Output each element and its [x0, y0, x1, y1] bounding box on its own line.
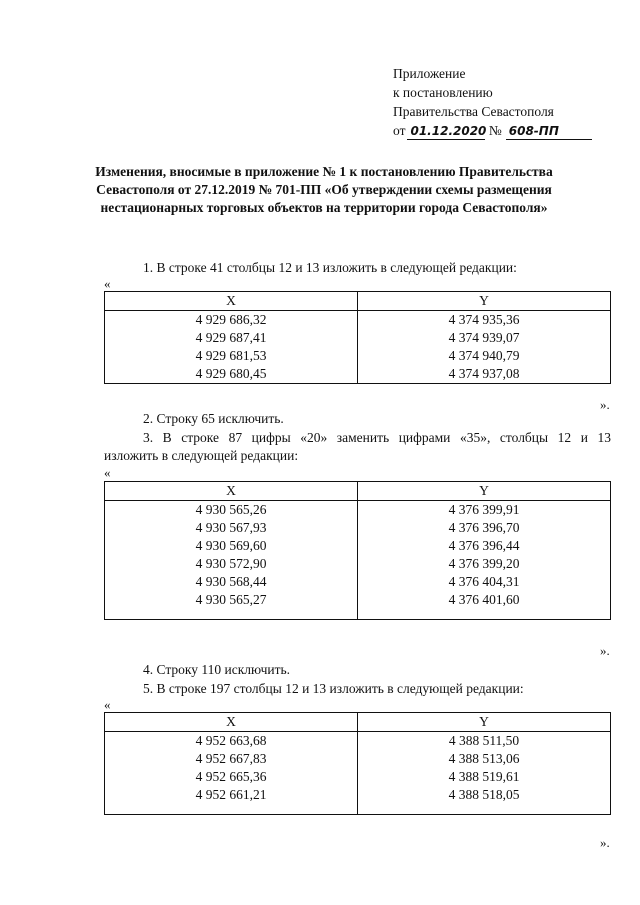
from-label: от: [393, 123, 406, 138]
cell-x: 4 930 565,27: [105, 591, 358, 609]
cell-x: 4 952 663,68: [105, 732, 358, 751]
cell-x: 4 930 567,93: [105, 519, 358, 537]
cell-y: 4 388 518,05: [358, 786, 611, 804]
document-title: Изменения, вносимые в приложение № 1 к постановлению Правительства Севастополя от 27.12.2019 № 701-ПП «Об утверждении схемы размещения нестационарных торговых объектов на территории города Севастополя»: [95, 164, 553, 215]
table-header-row: [105, 482, 611, 501]
cell-y: 4 376 396,44: [358, 537, 611, 555]
spacer-cell: [105, 609, 358, 620]
cell-x: 4 929 686,32: [105, 311, 358, 330]
item-3-text-line2: изложить в следующей редакции:: [104, 448, 299, 463]
handwritten-date: 01.12.2020: [407, 124, 485, 140]
cell-y: 4 376 399,91: [358, 501, 611, 520]
table-row: [105, 519, 611, 537]
quote-open-1: «: [104, 276, 111, 291]
table-spacer-row: [105, 804, 611, 815]
table-row: [105, 365, 611, 384]
table-row: [105, 311, 611, 330]
header-y: Y: [358, 713, 611, 732]
quote-close-2: ».: [600, 643, 610, 658]
approval-line-1: Приложение: [393, 66, 466, 81]
table-row: [105, 591, 611, 609]
header-x: X: [105, 482, 358, 501]
table-header-row: [105, 292, 611, 311]
table-row: [105, 573, 611, 591]
table-row: [105, 786, 611, 804]
cell-x: 4 929 681,53: [105, 347, 358, 365]
table-spacer-row: [105, 609, 611, 620]
cell-y: 4 388 511,50: [358, 732, 611, 751]
cell-y: 4 374 939,07: [358, 329, 611, 347]
table-row: [105, 347, 611, 365]
table-row: [105, 732, 611, 751]
coords-table-3: [104, 712, 611, 815]
quote-close-1: ».: [600, 397, 610, 412]
table-row: [105, 768, 611, 786]
cell-y: 4 374 937,08: [358, 365, 611, 384]
item-5-text: 5. В строке 197 столбцы 12 и 13 изложить в следующей редакции:: [143, 681, 524, 696]
item-1-text: 1. В строке 41 столбцы 12 и 13 изложить в следующей редакции:: [143, 260, 517, 275]
cell-y: 4 376 399,20: [358, 555, 611, 573]
cell-x: 4 930 572,90: [105, 555, 358, 573]
cell-y: 4 376 404,31: [358, 573, 611, 591]
approval-block: [393, 64, 592, 140]
item-3-text-line1: 3. В строке 87 цифры «20» заменить цифрами «35», столбцы 12 и 13: [143, 430, 611, 445]
cell-x: 4 929 687,41: [105, 329, 358, 347]
cell-x: 4 952 667,83: [105, 750, 358, 768]
approval-date-line: [393, 121, 592, 140]
spacer-cell: [358, 609, 611, 620]
cell-x: 4 930 569,60: [105, 537, 358, 555]
table-header-row: [105, 713, 611, 732]
quote-close-3: ».: [600, 835, 610, 850]
cell-x: 4 952 665,36: [105, 768, 358, 786]
approval-line-3: Правительства Севастополя: [393, 104, 554, 119]
quote-open-2: «: [104, 465, 111, 480]
cell-x: 4 952 661,21: [105, 786, 358, 804]
header-y: Y: [358, 292, 611, 311]
header-x: X: [105, 713, 358, 732]
header-x: X: [105, 292, 358, 311]
cell-y: 4 388 519,61: [358, 768, 611, 786]
spacer-cell: [358, 804, 611, 815]
header-y: Y: [358, 482, 611, 501]
item-2-text: 2. Строку 65 исключить.: [143, 411, 284, 426]
cell-x: 4 930 568,44: [105, 573, 358, 591]
coords-table-2: [104, 481, 611, 620]
handwritten-number: 608-ПП: [506, 124, 592, 140]
table-row: [105, 537, 611, 555]
table-row: [105, 555, 611, 573]
cell-y: 4 374 940,79: [358, 347, 611, 365]
cell-x: 4 930 565,26: [105, 501, 358, 520]
approval-line-2: к постановлению: [393, 85, 493, 100]
cell-y: 4 374 935,36: [358, 311, 611, 330]
number-label: №: [488, 123, 502, 138]
coords-table-1: [104, 291, 611, 384]
cell-y: 4 376 401,60: [358, 591, 611, 609]
quote-open-3: «: [104, 697, 111, 712]
cell-y: 4 388 513,06: [358, 750, 611, 768]
cell-x: 4 929 680,45: [105, 365, 358, 384]
spacer-cell: [105, 804, 358, 815]
cell-y: 4 376 396,70: [358, 519, 611, 537]
item-4-text: 4. Строку 110 исключить.: [143, 662, 291, 677]
table-row: [105, 750, 611, 768]
table-row: [105, 329, 611, 347]
table-row: [105, 501, 611, 520]
